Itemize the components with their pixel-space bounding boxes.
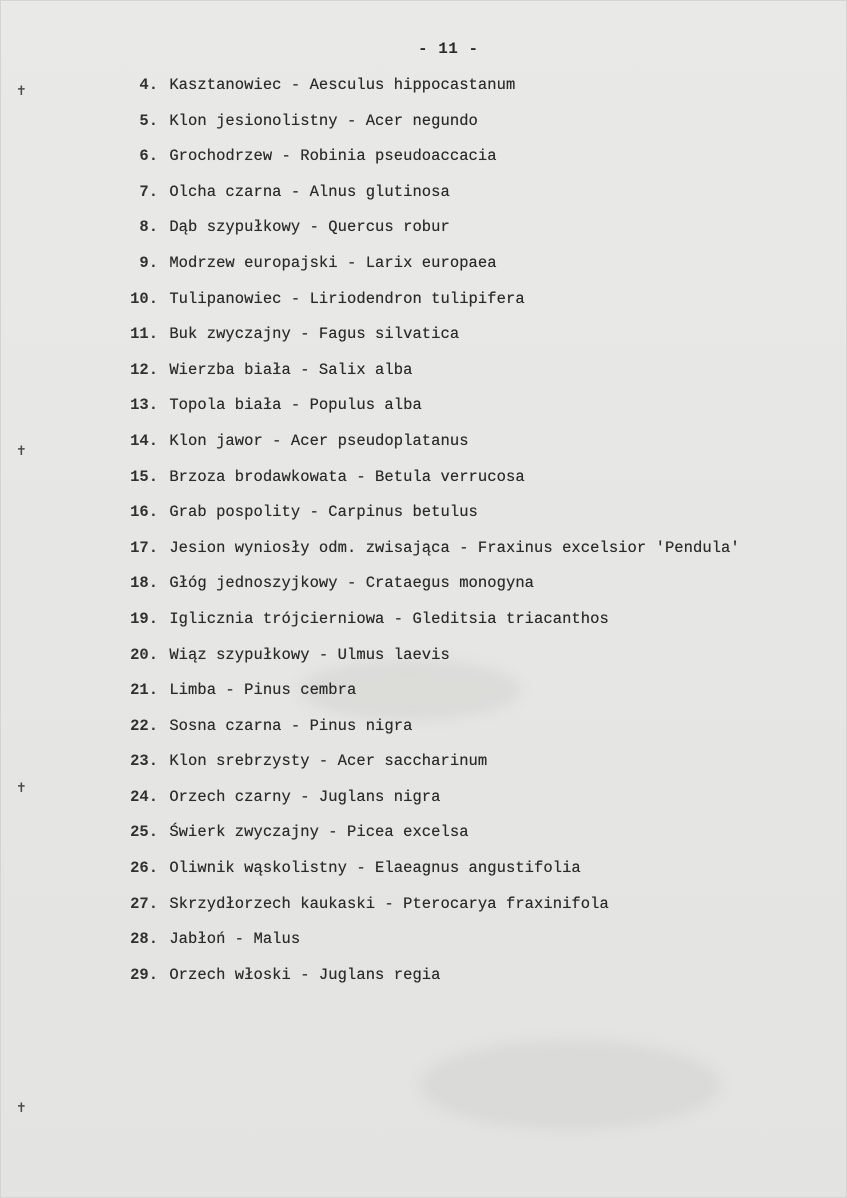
entry-number: 20.	[130, 645, 158, 664]
entry-text: Klon srebrzysty - Acer saccharinum	[169, 752, 488, 771]
entry-text: Wiąz szypułkowy - Ulmus laevis	[169, 645, 450, 664]
entry-text: Brzoza brodawkowata - Betula verrucosa	[169, 467, 525, 486]
entry-text: Sosna czarna - Pinus nigra	[169, 716, 413, 735]
entry-number: 19.	[130, 609, 158, 628]
entry-text: Głóg jednoszyjkowy - Crataegus monogyna	[169, 574, 535, 593]
entry-number: 15.	[130, 467, 158, 486]
list-item	[108, 396, 828, 432]
entry-number: 29.	[130, 965, 158, 984]
list-item	[108, 468, 828, 504]
entry-number: 11.	[130, 325, 158, 344]
page-number: - 11 -	[418, 40, 479, 58]
binding-mark-icon: ✝	[16, 781, 27, 796]
list-item	[108, 325, 828, 361]
entry-text: Grab pospolity - Carpinus betulus	[169, 503, 478, 522]
entry-number: 13.	[130, 396, 158, 415]
entry-text: Wierzba biała - Salix alba	[169, 360, 413, 379]
binding-mark-icon: ✝	[16, 444, 27, 459]
list-item	[108, 112, 828, 148]
entry-text: Orzech czarny - Juglans nigra	[169, 787, 441, 806]
entry-number: 16.	[130, 503, 158, 522]
list-item	[108, 895, 828, 931]
entry-number: 23.	[130, 752, 158, 771]
entry-number: 27.	[130, 894, 158, 913]
binding-mark-icon: ✝	[16, 1101, 27, 1116]
entry-text: Iglicznia trójcierniowa - Gleditsia triacanthos	[169, 609, 609, 628]
entry-text: Grochodrzew - Robinia pseudoaccacia	[169, 147, 497, 166]
entry-text: Klon jawor - Acer pseudoplatanus	[169, 431, 469, 450]
list-item	[108, 290, 828, 326]
list-item	[108, 147, 828, 183]
entry-text: Limba - Pinus cembra	[169, 681, 357, 700]
entry-text: Klon jesionolistny - Acer negundo	[169, 111, 478, 130]
list-item	[108, 503, 828, 539]
list-item	[108, 930, 828, 966]
entry-number: 6.	[139, 147, 158, 166]
entry-number: 5.	[139, 111, 158, 130]
entry-number: 12.	[130, 360, 158, 379]
entry-number: 25.	[130, 823, 158, 842]
entry-text: Modrzew europajski - Larix europaea	[169, 253, 497, 272]
entry-number: 9.	[139, 253, 158, 272]
species-list	[108, 76, 828, 1001]
entry-number: 22.	[130, 716, 158, 735]
list-item	[108, 432, 828, 468]
entry-number: 17.	[130, 538, 158, 557]
entry-number: 4.	[139, 76, 158, 94]
entry-text: Orzech włoski - Juglans regia	[169, 965, 441, 984]
list-item	[108, 361, 828, 397]
entry-number: 24.	[130, 787, 158, 806]
entry-number: 21.	[130, 681, 158, 700]
entry-text: Oliwnik wąskolistny - Elaeagnus angustifolia	[169, 859, 581, 878]
list-item	[108, 76, 828, 112]
entry-text: Tulipanowiec - Liriodendron tulipifera	[169, 289, 525, 308]
list-item	[108, 752, 828, 788]
list-item	[108, 681, 828, 717]
list-item	[108, 859, 828, 895]
entry-text: Świerk zwyczajny - Picea excelsa	[169, 823, 469, 842]
entry-number: 26.	[130, 859, 158, 878]
paper-smudge	[420, 1040, 720, 1130]
entry-number: 10.	[130, 289, 158, 308]
entry-text: Topola biała - Populus alba	[169, 396, 422, 415]
list-item	[108, 788, 828, 824]
entry-number: 18.	[130, 574, 158, 593]
entry-text: Olcha czarna - Alnus glutinosa	[169, 182, 450, 201]
entry-text: Kasztanowiec - Aesculus hippocastanum	[169, 76, 516, 94]
list-item	[108, 218, 828, 254]
entry-text: Dąb szypułkowy - Quercus robur	[169, 218, 450, 237]
entry-text: Skrzydłorzech kaukaski - Pterocarya fraxinifola	[169, 894, 609, 913]
list-item	[108, 574, 828, 610]
list-item	[108, 183, 828, 219]
list-item	[108, 610, 828, 646]
list-item	[108, 254, 828, 290]
list-item	[108, 717, 828, 753]
list-item	[108, 539, 828, 575]
entry-number: 8.	[139, 218, 158, 237]
list-item	[108, 966, 828, 1002]
entry-number: 7.	[139, 182, 158, 201]
entry-text: Buk zwyczajny - Fagus silvatica	[169, 325, 460, 344]
list-item	[108, 823, 828, 859]
entry-text: Jabłoń - Malus	[169, 930, 301, 949]
entry-number: 14.	[130, 431, 158, 450]
binding-mark-icon: ✝	[16, 84, 27, 99]
entry-number: 28.	[130, 930, 158, 949]
entry-text: Jesion wyniosły odm. zwisająca - Fraxinus excelsior 'Pendula'	[169, 538, 740, 557]
list-item	[108, 646, 828, 682]
